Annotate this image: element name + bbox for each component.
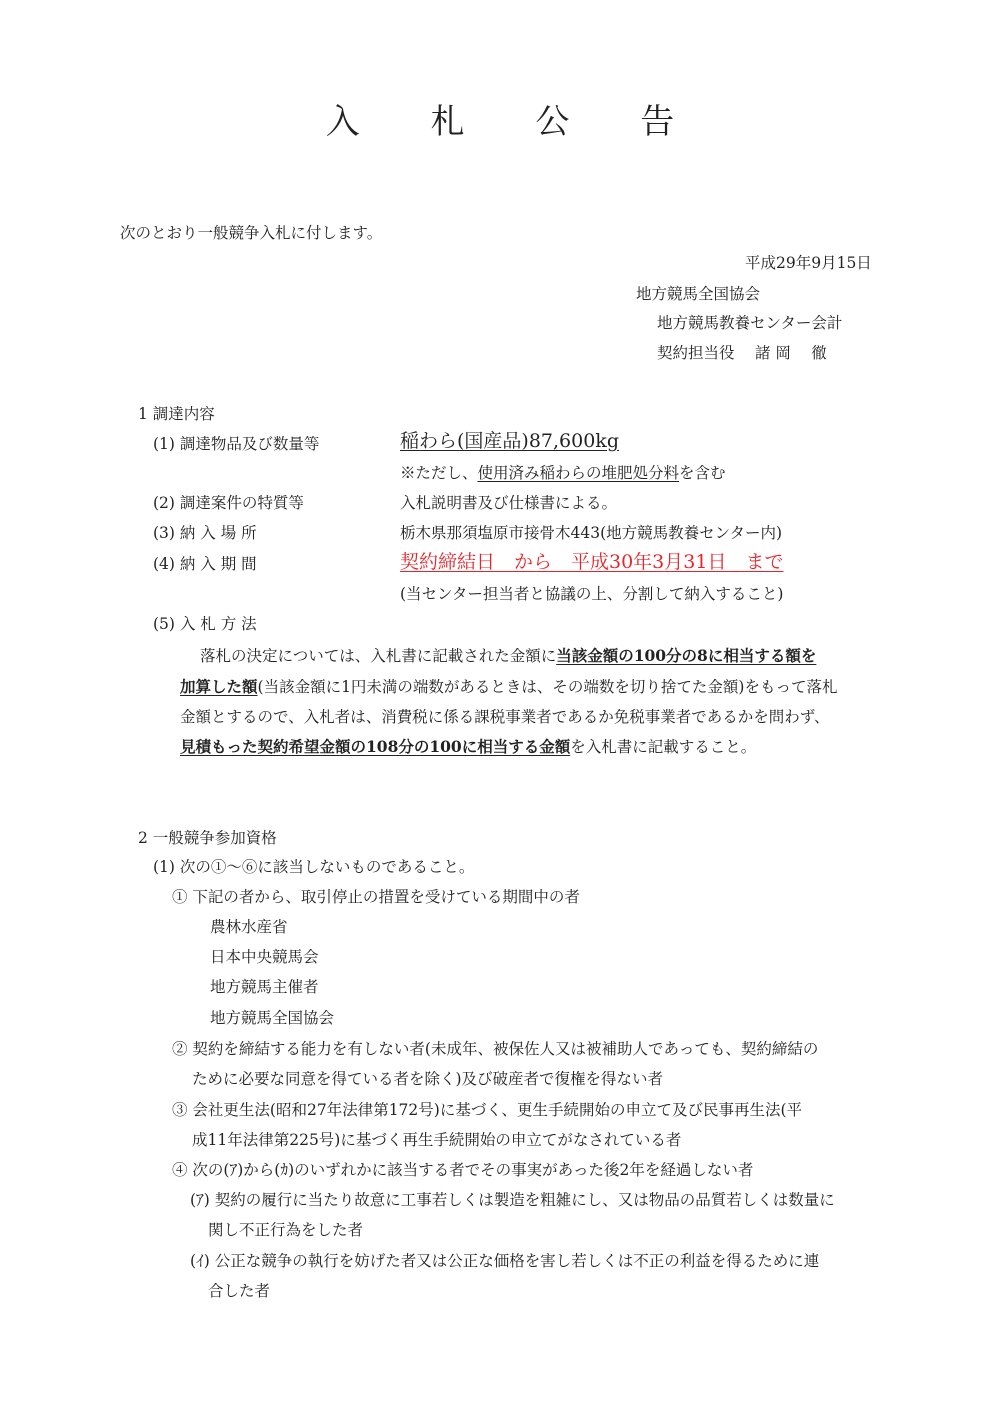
issuer-dept: 地方競馬教養センター会計	[657, 314, 843, 332]
list-item: 日本中央競馬会	[210, 948, 319, 966]
s2-sub-i-line2: 合した者	[208, 1282, 271, 1300]
issuer-org: 地方競馬全国協会	[636, 285, 761, 303]
issuer-officer: 契約担当役 諸 岡 徹	[657, 344, 827, 362]
list-item: 農林水産省	[210, 918, 288, 936]
bid-method-line3: 金額とするので、入札者は、消費税に係る課税事業者であるか免税事業者であるかを問わず、	[180, 708, 830, 726]
item4-label: (4) 納 入 期 間	[153, 555, 257, 573]
item2-value: 入札説明書及び仕様書による。	[400, 494, 618, 512]
intro-text: 次のとおり一般競争入札に付します。	[120, 224, 383, 242]
bid-method-line1: 落札の決定については、入札書に記載された金額に当該金額の100分の8に相当する額を	[200, 646, 817, 665]
item2-label: (2) 調達案件の特質等	[153, 494, 304, 512]
item1-note: ※ただし、使用済み稲わらの堆肥処分料を含む	[400, 464, 726, 482]
notice-date: 平成29年9月15日	[745, 254, 872, 272]
section1-heading: 1 調達内容	[138, 405, 215, 423]
item3-value: 栃木県那須塩原市接骨木443(地方競馬教養センター内)	[400, 524, 783, 542]
s2-condition2-line1: ② 契約を締結する能力を有しない者(未成年、被保佐人又は被補助人であっても、契約締結の	[172, 1040, 819, 1058]
list-item: 地方競馬主催者	[210, 978, 319, 996]
item1-label: (1) 調達物品及び数量等	[153, 435, 320, 453]
s2-condition3-line1: ③ 会社更生法(昭和27年法律第172号)に基づく、更生手続開始の申立て及び民事再生法(平	[172, 1101, 803, 1119]
item4-note: (当センター担当者と協議の上、分割して納入すること)	[400, 585, 784, 603]
page-title: 入 札 公 告	[325, 102, 705, 142]
s2-condition2-line2: ために必要な同意を得ている者を除く)及び破産者で復権を得ない者	[192, 1070, 664, 1088]
s2-sub-a-line2: 関し不正行為をした者	[208, 1221, 364, 1239]
item3-label: (3) 納 入 場 所	[153, 524, 257, 542]
s2-condition3-line2: 成11年法律第225号)に基づく再生手続開始の申立てがなされている者	[192, 1131, 682, 1149]
s2-condition1: ① 下記の者から、取引停止の措置を受けている期間中の者	[172, 888, 580, 906]
bid-method-line4: 見積もった契約希望金額の108分の100に相当する金額を入札書に記載すること。	[180, 737, 757, 756]
item5-label: (5) 入 札 方 法	[153, 615, 257, 633]
s2-condition4: ④ 次の(ｱ)から(ｶ)のいずれかに該当する者でその事実があった後2年を経過しない者	[172, 1161, 754, 1179]
list-item: 地方競馬全国協会	[210, 1009, 335, 1027]
s2-sub-i-line1: (ｲ) 公正な競争の執行を妨げた者又は公正な価格を害し若しくは不正の利益を得るために連	[190, 1252, 820, 1270]
s2-sub-a-line1: (ｱ) 契約の履行に当たり故意に工事若しくは製造を粗雑にし、又は物品の品質若しくは数量に	[190, 1191, 835, 1209]
s2-item1: (1) 次の①～⑥に該当しないものであること。	[153, 858, 475, 876]
bid-method-line2: 加算した額(当該金額に1円未満の端数があるときは、その端数を切り捨てた金額)をもって落札	[180, 677, 838, 696]
section2-heading: 2 一般競争参加資格	[138, 829, 277, 847]
item4-value: 契約締結日 から 平成30年3月31日 まで	[400, 551, 784, 573]
item1-value: 稲わら(国産品)87,600kg	[400, 430, 619, 452]
